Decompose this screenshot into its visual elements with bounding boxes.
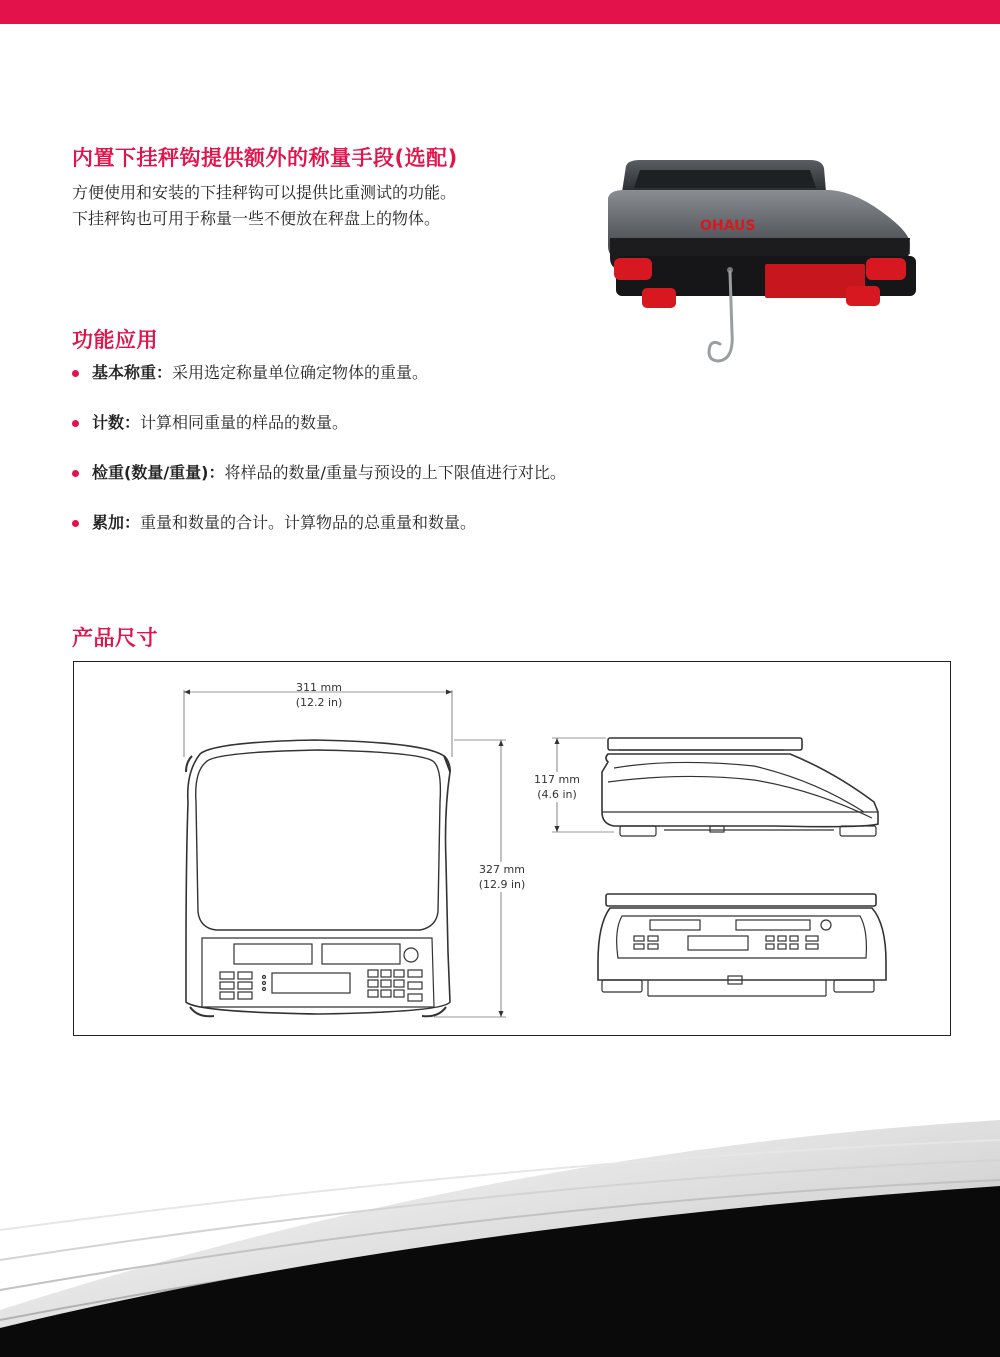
depth-dimension-label [467,862,537,892]
list-item [72,460,566,510]
width-in: (12.2 in) [295,696,343,709]
depth-in: (12.9 in) [478,878,526,891]
bullet-icon [72,370,79,377]
feature-term: 检重(数量/重量)： [92,463,225,482]
feature-term: 计数： [92,413,141,432]
scale-side-view [602,738,878,836]
hook-section-description [72,180,456,232]
footer-swoosh [0,1110,1000,1357]
feature-term: 基本称重： [92,363,173,382]
feature-description: 将样品的数量/重量与预设的上下限值进行对比。 [224,463,566,482]
bullet-icon [72,420,79,427]
list-item [72,410,566,460]
applications-list [72,360,566,560]
feature-description: 采用选定称量单位确定物体的重量。 [172,363,429,382]
height-dimension-label [522,772,592,802]
dimensions-drawing-frame [73,661,951,1036]
hook-desc-line-1: 方便使用和安装的下挂秤钩可以提供比重测试的功能。 [72,183,457,202]
width-mm: 311 mm [296,681,342,694]
bullet-icon [72,470,79,477]
hook-desc-line-2: 下挂秤钩也可用于称量一些不便放在秤盘上的物体。 [72,209,441,228]
scale-with-hook-photo [600,158,930,380]
dimensions-title: 产品尺寸 [72,626,158,650]
top-accent-bar [0,0,1000,24]
scale-front-view [598,894,886,996]
bullet-icon [72,520,79,527]
ohaus-logo: OHAUS [700,218,756,234]
applications-title: 功能应用 [72,328,158,352]
depth-mm: 327 mm [479,863,525,876]
feature-term: 累加： [92,513,141,532]
feature-description: 重量和数量的合计。计算物品的总重量和数量。 [140,513,477,532]
list-item [72,510,566,560]
dimension-drawings [74,662,950,1035]
hook-section-title: 内置下挂秤钩提供额外的称量手段(选配) [72,146,458,170]
height-in: (4.6 in) [537,788,577,801]
scale-top-view [186,740,450,1016]
height-mm: 117 mm [534,773,580,786]
list-item [72,360,566,410]
feature-description: 计算相同重量的样品的数量。 [140,413,349,432]
width-dimension-label [284,680,354,710]
